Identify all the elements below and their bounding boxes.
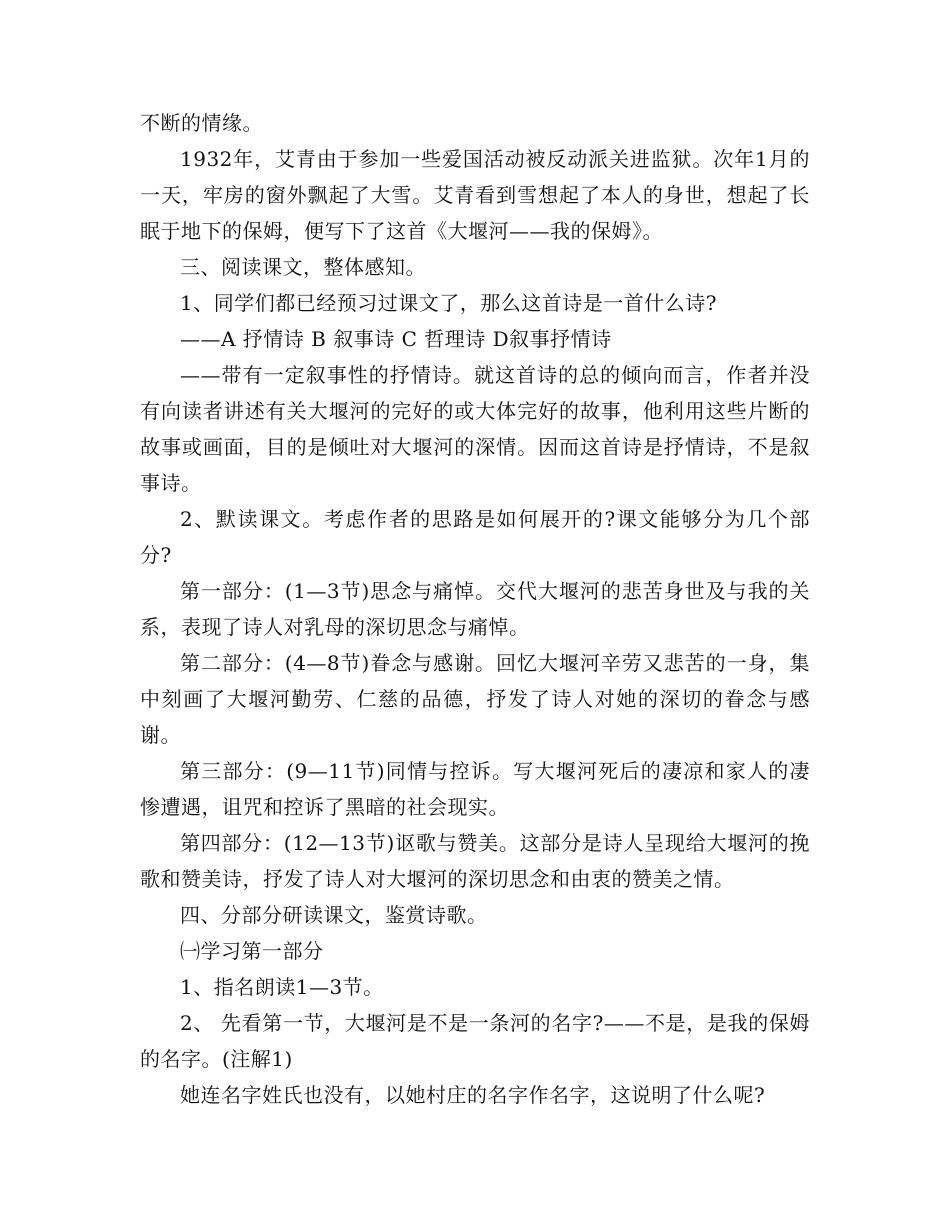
- paragraph: 第四部分：(12—13节)讴歌与赞美。这部分是诗人呈现给大堰河的挽歌和赞美诗，抒发了诗人对大堰河的深切思念和由衷的赞美之情。: [140, 831, 810, 891]
- section-heading: 四、分部分研读课文，鉴赏诗歌。: [180, 903, 488, 927]
- paragraph: 第一部分：(1—3节)思念与痛悼。交代大堰河的悲苦身世及与我的关系，表现了诗人对乳母的深切思念与痛悼。: [140, 579, 810, 639]
- section-heading: 三、阅读课文，整体感知。: [180, 255, 426, 279]
- paragraph: 她连名字姓氏也没有，以她村庄的名字作名字，这说明了什么呢?: [180, 1083, 766, 1107]
- paragraph: 不断的情缘。: [140, 111, 263, 135]
- paragraph: 1、指名朗读1—3节。: [180, 975, 384, 999]
- answer: ——带有一定叙事性的抒情诗。就这首诗的总的倾向而言，作者并没有向读者讲述有关大堰河的完好的或大体完好的故事，他利用这些片断的故事或画面，目的是倾吐对大堰河的深情。因而这首诗是抒情诗，不是叙事诗。: [140, 363, 810, 495]
- paragraph: 第三部分：(9—11节)同情与控诉。写大堰河死后的凄凉和家人的凄惨遭遇，诅咒和控诉了黑暗的社会现实。: [140, 759, 810, 819]
- subsection-heading: ㈠学习第一部分: [180, 939, 324, 963]
- question: 1、同学们都已经预习过课文了，那么这首诗是一首什么诗?: [180, 291, 717, 315]
- document-body: [140, 105, 810, 1113]
- answer-options: ——A 抒情诗 B 叙事诗 C 哲理诗 D叙事抒情诗: [180, 327, 612, 351]
- question: 2、默读课文。考虑作者的思路是如何展开的?课文能够分为几个部分?: [140, 507, 810, 567]
- paragraph: 第二部分：(4—8节)眷念与感谢。回忆大堰河辛劳又悲苦的一身，集中刻画了大堰河勤劳、仁慈的品德，抒发了诗人对她的深切的眷念与感谢。: [140, 651, 810, 747]
- paragraph: 1932年，艾青由于参加一些爱国活动被反动派关进监狱。次年1月的一天，牢房的窗外飘起了大雪。艾青看到雪想起了本人的身世，想起了长眠于地下的保姆，便写下了这首《大堰河——我的保姆》。: [140, 147, 810, 243]
- paragraph: 2、 先看第一节，大堰河是不是一条河的名字?——不是，是我的保姆的名字。(注解1): [140, 1011, 810, 1071]
